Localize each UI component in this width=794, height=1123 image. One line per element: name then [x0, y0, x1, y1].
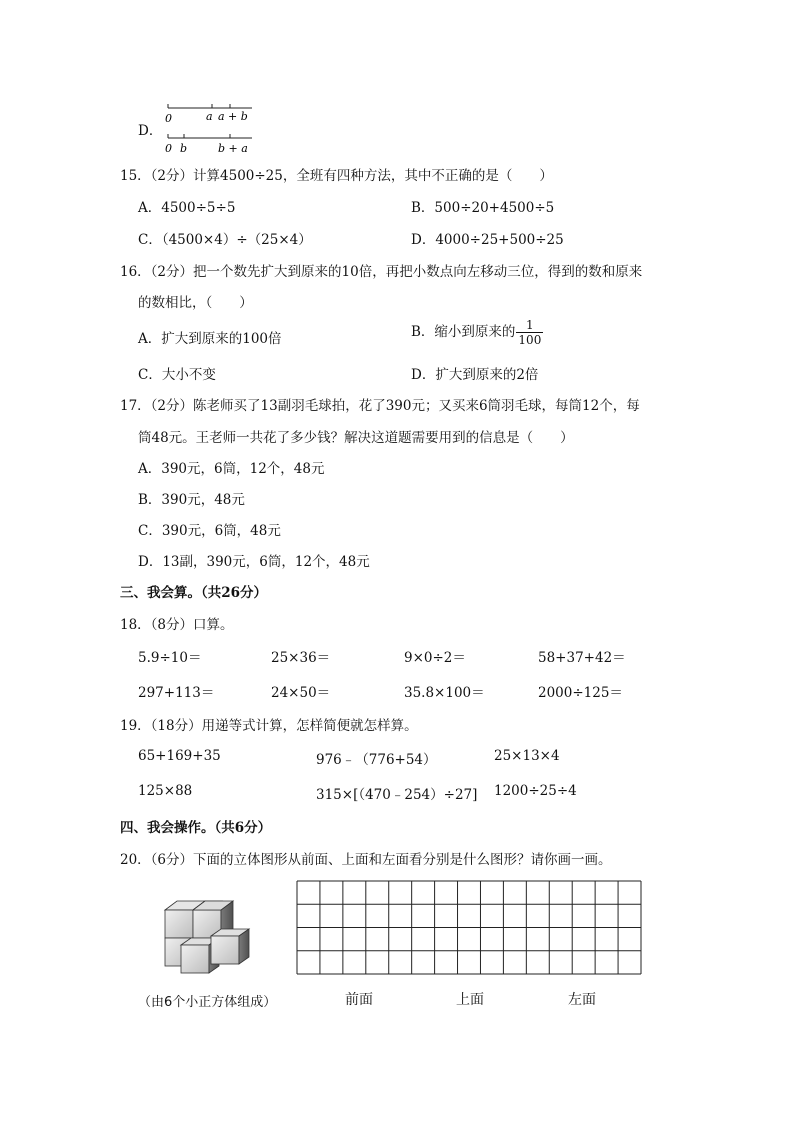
- q19-item: 25×13×4: [494, 748, 560, 764]
- view-label-left: 左面: [568, 992, 596, 1008]
- q19-item: 125×88: [138, 783, 193, 799]
- q19-item: 65+169+35: [138, 748, 221, 764]
- q16-option-d[interactable]: D．扩大到原来的2倍: [411, 367, 539, 383]
- q16-option-a[interactable]: A．扩大到原来的100倍: [138, 331, 282, 347]
- q15-option-a[interactable]: A．4500÷5÷5: [138, 200, 236, 216]
- q14-option-d-letter[interactable]: D．: [138, 123, 163, 139]
- q18-item: 9×0÷2＝: [404, 650, 466, 666]
- cube-caption: （由6个小正方体组成）: [138, 995, 277, 1010]
- q15-option-d[interactable]: D．4000÷25+500÷25: [411, 232, 564, 248]
- q17-stem-line2: 筒48元。王老师一共花了多少钱？解决这道题需要用到的信息是（ ）: [138, 430, 574, 446]
- q14-number-lines: [160, 100, 260, 156]
- drawing-grid[interactable]: [296, 880, 642, 975]
- q16-option-b[interactable]: [411, 318, 543, 347]
- q17-option-d[interactable]: D．13副，390元，6筒，12个，48元: [138, 554, 370, 570]
- line1-a-plus-b-label: a + b: [218, 110, 248, 123]
- q17-stem-line1: 17．（2分）陈老师买了13副羽毛球拍，花了390元；又买来6筒羽毛球，每筒12个，每: [120, 398, 640, 414]
- q16-stem-line2: 的数相比，（ ）: [138, 295, 253, 311]
- fraction-one-hundredth: [516, 318, 543, 347]
- line1-zero-label: 0: [165, 112, 172, 125]
- q15-stem: 15．（2分）计算4500÷25，全班有四种方法，其中不正确的是（ ）: [120, 168, 553, 184]
- q18-item: 25×36＝: [271, 650, 331, 666]
- q17-option-b[interactable]: B．390元，48元: [138, 492, 245, 508]
- view-label-top: 上面: [456, 992, 484, 1008]
- q20-stem: 20．（6分）下面的立体图形从前面、上面和左面看分别是什么图形？请你画一画。: [120, 852, 612, 868]
- q18-stem: 18．（8分）口算。: [120, 617, 234, 633]
- q19-item: 976﹣（776+54）: [316, 752, 437, 768]
- line2-b-label: b: [180, 142, 188, 155]
- q19-item: 315×[（470﹣254）÷27]: [316, 787, 478, 803]
- q16-option-c[interactable]: C．大小不变: [138, 367, 216, 383]
- line1-a-label: a: [206, 110, 213, 123]
- number-line-1: [165, 104, 252, 125]
- q15-option-c[interactable]: C．（4500×4）÷（25×4）: [138, 232, 312, 248]
- q17-option-c[interactable]: C．390元，6筒，48元: [138, 523, 281, 539]
- q18-item: 35.8×100＝: [404, 685, 485, 701]
- q18-item: 2000÷125＝: [538, 685, 623, 701]
- line2-zero-label: 0: [165, 142, 172, 155]
- q18-item: 5.9÷10＝: [138, 650, 202, 666]
- q18-item: 297+113＝: [138, 685, 215, 701]
- q18-item: 24×50＝: [271, 685, 331, 701]
- q15-option-b[interactable]: B．500÷20+4500÷5: [411, 200, 555, 216]
- view-label-front: 前面: [345, 992, 373, 1008]
- line2-b-plus-a-label: b + a: [218, 142, 248, 155]
- q16-option-b-prefix: B．缩小到原来的: [411, 324, 516, 340]
- cube-stack-figure: [156, 896, 256, 978]
- q19-stem: 19．（18分）用递等式计算，怎样简便就怎样算。: [120, 718, 418, 734]
- fraction-denominator: 100: [518, 333, 542, 347]
- section-3-title: 三、我会算。（共26分）: [120, 585, 268, 601]
- q17-option-a[interactable]: A．390元，6筒，12个，48元: [138, 461, 325, 477]
- q18-item: 58+37+42＝: [538, 650, 626, 666]
- fraction-numerator: 1: [516, 318, 543, 333]
- q16-stem-line1: 16．（2分）把一个数先扩大到原来的10倍，再把小数点向左移动三位，得到的数和原来: [120, 264, 643, 280]
- number-line-2: [165, 134, 252, 155]
- q19-item: 1200÷25÷4: [494, 783, 577, 799]
- section-4-title: 四、我会操作。（共6分）: [120, 820, 272, 836]
